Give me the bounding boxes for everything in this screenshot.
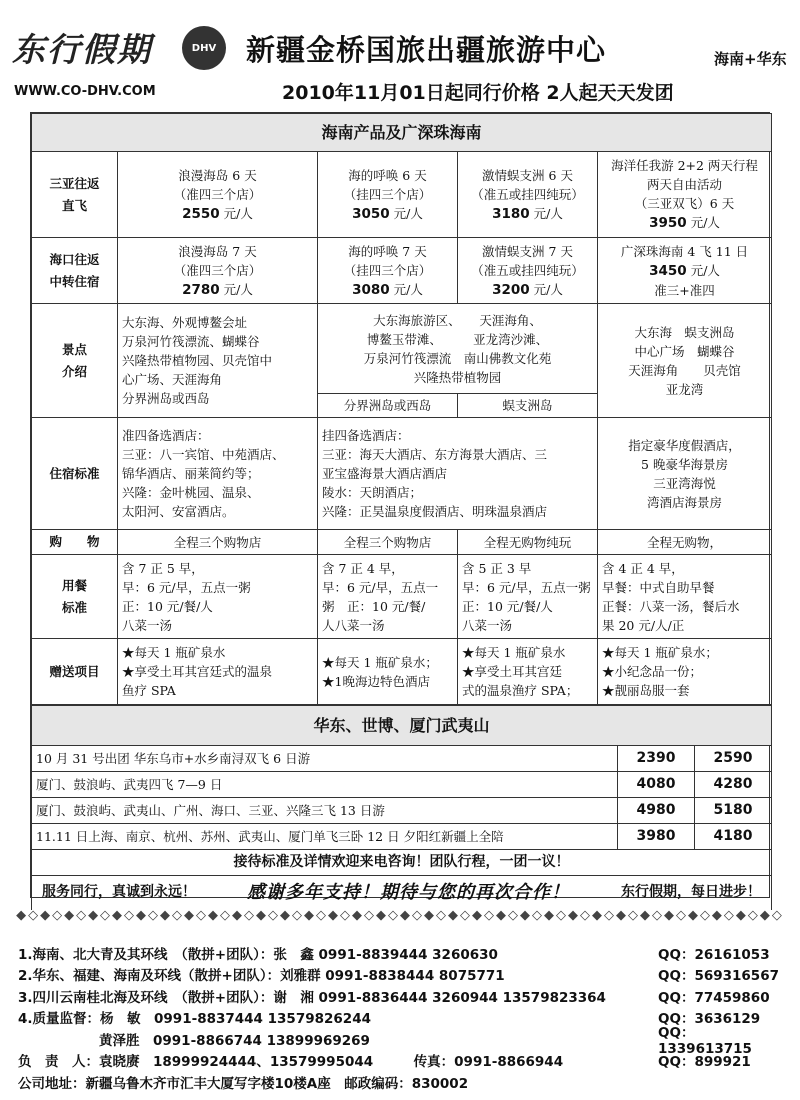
company-name: 新疆金桥国旅出疆旅游中心 [246, 33, 607, 67]
route-row [32, 798, 772, 824]
product-cell: 浪漫海岛 6 天 （准四三个店） 2550 元/人 [118, 152, 318, 238]
slogan-mid: 感谢多年支持！期待与您的再次合作！ [247, 882, 570, 904]
contact-qq: QQ：77459860 [658, 989, 770, 1006]
route-price: 3980 [618, 824, 695, 850]
contact-text: 2.华东、福建、海南及环线（散拼+团队）：刘雅群 0991-8838444 8075771 [18, 968, 505, 985]
gift-cell: ★每天 1 瓶矿泉水 ★享受土耳其宫廷 式的温泉渔疗 SPA； [458, 639, 598, 705]
product-cell: 海的呼唤 7 天 （挂四三个店） 3080 元/人 [318, 238, 458, 304]
hotel-cell: 准四备选酒店： 三亚：八一宾馆、中苑酒店、 锦华酒店、丽莱简约等； 兴隆：金叶桃园、温泉、 太阳河、安富酒店。 [118, 418, 318, 530]
route-price: 4980 [618, 798, 695, 824]
huadong-table [31, 705, 772, 910]
contact-qq: QQ：899921 [658, 1054, 751, 1071]
slogan-row [32, 876, 772, 910]
contact-text: 黄泽胜 0991-8866744 13899969269 [18, 1032, 370, 1049]
sights-cell: 大东海、外观博鳌会址 万泉河竹筏漂流、蝴蝶谷 兴隆热带植物园、贝壳馆中 心广场、天涯海角 分界洲岛或西岛 [118, 304, 318, 418]
contact-row [18, 964, 788, 986]
shopping-cell: 全程无购物纯玩 [458, 530, 598, 555]
slogan-left: 服务同行，真诚到永远！ [42, 884, 196, 901]
product-cell: 激情蜈支洲 6 天 （准五或挂四纯玩） 3180 元/人 [458, 152, 598, 238]
company-tag: 海南+华东 [714, 50, 787, 68]
contact-row [18, 1071, 788, 1093]
hotel-cell: 挂四备选酒店： 三亚：海天大酒店、东方海景大酒店、三 亚宝盛海景大酒店酒店 陵水：天朗酒店； 兴隆：正昊温泉度假酒店、明珠温泉酒店 [318, 418, 598, 530]
slogan-right: 东行假期，每日进步！ [621, 884, 761, 901]
row-label: 三亚往返 直飞 [32, 152, 118, 238]
price-value: 3950 [649, 215, 687, 231]
price-frame [30, 112, 770, 904]
route-row [32, 824, 772, 850]
contact-text: 公司地址：新疆乌鲁木齐市汇丰大厦写字楼10楼A座 邮政编码：830002 [18, 1075, 469, 1092]
product-cell: 海洋任我游 2+2 两天行程 两天自由活动 （三亚双飞）6 天 3950 元/人 [598, 152, 772, 238]
hainan-section-title: 海南产品及广深珠海南 [32, 114, 772, 152]
contact-row [18, 1024, 788, 1057]
contact-text: 负 责 人：袁晓赓 18999924444、13579995044 传真：0991-8866944 [18, 1054, 564, 1071]
contact-text: 3.四川云南桂北海及环线 （散拼+团队）：谢 湘 0991-8836444 3260944 13579823364 [18, 989, 606, 1006]
price-value: 3450 [649, 262, 687, 279]
row-label: 用餐 标准 [32, 555, 118, 639]
sights-cell: 大东海旅游区、 天涯海角、 博鳌玉带滩、 亚龙湾沙滩、 万泉河竹筏漂流 南山佛教文化苑 兴隆热带植物园 [318, 304, 598, 394]
route-price: 4280 [695, 772, 772, 798]
route-price: 5180 [695, 798, 772, 824]
contact-qq: QQ：569316567 [658, 968, 779, 985]
route-price: 4080 [618, 772, 695, 798]
contact-row [18, 985, 788, 1007]
contact-text: 1.海南、北大青及其环线 （散拼+团队）：张 鑫 0991-8839444 3260630 [18, 946, 498, 963]
sights-extra: 蜈支洲岛 [458, 394, 598, 418]
price-subtitle: 2010年11月01日起同行价格 2人起天天发团 [282, 82, 674, 104]
contact-text: 4.质量监督：杨 敏 0991-8837444 13579826244 [18, 1011, 371, 1028]
sights-extra: 分界洲岛或西岛 [318, 394, 458, 418]
hainan-table [31, 113, 772, 705]
row-label: 住宿标准 [32, 418, 118, 530]
price-value: 2550 [182, 205, 220, 222]
decorative-divider: ◆◇◆◇◆◇◆◇◆◇◆◇◆◇◆◇◆◇◆◇◆◇◆◇◆◇◆◇◆◇◆◇◆◇◆◇◆◇◆◇◆◇◆◇◆◇◆◇◆◇◆◇◆◇◆◇◆◇◆◇◆◇◆◇ [16, 908, 784, 923]
route-row [32, 772, 772, 798]
price-value: 2780 [182, 281, 220, 298]
logo-badge: DHV [182, 26, 226, 70]
meal-cell: 含 7 正 4 早， 早：6 元/早，五点一 粥 正：10 元/餐/ 人八菜一汤 [318, 555, 458, 639]
price-value: 3180 [492, 205, 530, 222]
meal-cell: 含 5 正 3 早 早：6 元/早，五点一粥 正：10 元/餐/人 八菜一汤 [458, 555, 598, 639]
product-cell: 广深珠海南 4 飞 11 日 3450 元/人 准三+准四 [598, 238, 772, 304]
route-price: 2390 [618, 746, 695, 772]
route-desc: 10 月 31 号出团 华东乌市+水乡南浔双飞 6 日游 [32, 746, 618, 772]
page-header [0, 0, 800, 112]
product-cell: 海的呼唤 6 天 （挂四三个店） 3050 元/人 [318, 152, 458, 238]
contact-row [18, 942, 788, 964]
shopping-cell: 全程无购物， [598, 530, 772, 555]
contact-qq: QQ：1339613715 [658, 1024, 752, 1057]
route-row [32, 746, 772, 772]
huadong-section-title: 华东、世博、厦门武夷山 [32, 706, 772, 746]
contact-list [18, 942, 788, 1093]
contact-qq: QQ：26161053 [658, 946, 770, 963]
product-cell: 激情蜈支洲 7 天 （准五或挂四纯玩） 3200 元/人 [458, 238, 598, 304]
row-label: 购 物 [32, 530, 118, 555]
route-price: 2590 [695, 746, 772, 772]
row-sights [32, 304, 772, 394]
shopping-cell: 全程三个购物店 [318, 530, 458, 555]
row-shopping [32, 530, 772, 555]
meal-cell: 含 4 正 4 早， 早餐：中式自助早餐 正餐：八菜一汤，餐后水 果 20 元/人/正 [598, 555, 772, 639]
gift-cell: ★每天 1 瓶矿泉水 ★享受土耳其宫廷式的温泉 鱼疗 SPA [118, 639, 318, 705]
row-label: 海口往返 中转住宿 [32, 238, 118, 304]
gift-cell: ★每天 1 瓶矿泉水； ★小纪念品一份； ★靓丽岛服一套 [598, 639, 772, 705]
gift-cell: ★每天 1 瓶矿泉水； ★1晚海边特色酒店 [318, 639, 458, 705]
row-hotel [32, 418, 772, 530]
logo-text: 东行假期 [12, 30, 152, 69]
route-desc: 厦门、鼓浪屿、武夷四飞 7—9 日 [32, 772, 618, 798]
website-link[interactable]: WWW.CO-DHV.COM [14, 84, 156, 99]
row-meal [32, 555, 772, 639]
sights-cell: 大东海 蜈支洲岛 中心广场 蝴蝶谷 天涯海角 贝壳馆 亚龙湾 [598, 304, 772, 418]
row-label: 赠送项目 [32, 639, 118, 705]
notice-text: 接待标准及详情欢迎来电咨询！团队行程，一团一议！ [32, 850, 772, 876]
contact-qq: QQ：3636129 [658, 1011, 761, 1028]
shopping-cell: 全程三个购物店 [118, 530, 318, 555]
row-sanya [32, 152, 772, 238]
row-haikou [32, 238, 772, 304]
route-price: 4180 [695, 824, 772, 850]
price-value: 3080 [352, 281, 390, 298]
product-cell: 浪漫海岛 7 天 （准四三个店） 2780 元/人 [118, 238, 318, 304]
row-gift [32, 639, 772, 705]
price-value: 3200 [492, 281, 530, 298]
route-desc: 11.11 日上海、南京、杭州、苏州、武夷山、厦门单飞三卧 12 日 夕阳红新疆上全陪 [32, 824, 618, 850]
contact-row [18, 1050, 788, 1072]
price-value: 3050 [352, 205, 390, 222]
meal-cell: 含 7 正 5 早， 早：6 元/早，五点一粥 正：10 元/餐/人 八菜一汤 [118, 555, 318, 639]
row-label: 景点 介绍 [32, 304, 118, 418]
hotel-cell: 指定豪华度假酒店， 5 晚豪华海景房 三亚湾海悦 湾酒店海景房 [598, 418, 772, 530]
route-desc: 厦门、鼓浪屿、武夷山、广州、海口、三亚、兴隆三飞 13 日游 [32, 798, 618, 824]
